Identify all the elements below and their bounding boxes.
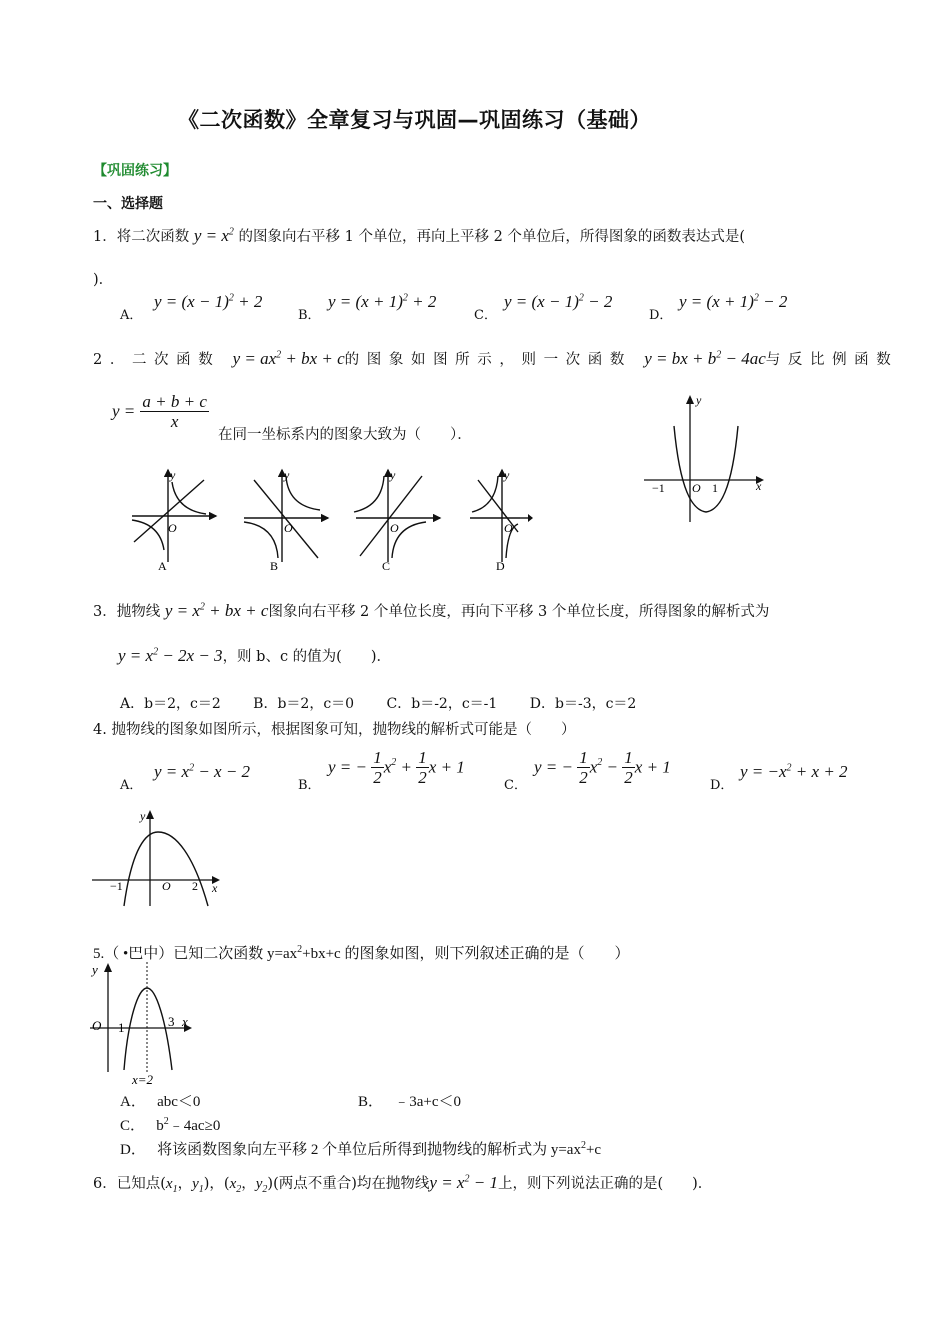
q1-tail: )． bbox=[93, 272, 114, 288]
graph-d-xarrow bbox=[520, 512, 534, 524]
q5-option-b: B． ﹣3a+c＜0 bbox=[358, 1094, 462, 1110]
svg-text:O: O bbox=[92, 1018, 102, 1033]
svg-text:O: O bbox=[284, 521, 293, 535]
q2-line3: 在同一坐标系内的图象大致为（ ）． bbox=[218, 427, 472, 443]
section-tag: 【巩固练习】 bbox=[93, 163, 177, 179]
svg-text:y: y bbox=[140, 809, 146, 823]
q2-parabola-graph bbox=[640, 390, 770, 525]
svg-text:1: 1 bbox=[712, 481, 718, 495]
q5-line1: 5.（ •巴中）已知二次函数 $y=ax^2+bx+c$ 的图象如图，则下列叙述正确的是（ ） bbox=[93, 944, 630, 962]
graph-c-label: C bbox=[382, 559, 391, 573]
graph-b bbox=[244, 468, 328, 573]
svg-text:−1: −1 bbox=[110, 879, 123, 893]
svg-text:x=2: x=2 bbox=[132, 1072, 154, 1087]
q4-parabola-graph bbox=[90, 808, 230, 910]
q2-fraction: y = $\frac{a + b + c}{x}$ bbox=[112, 392, 207, 431]
svg-text:3: 3 bbox=[168, 1014, 175, 1029]
svg-text:O: O bbox=[390, 521, 399, 535]
q4-options: A． $y = x^2 - x - 2$ B． y = − $\frac{1}{2}$ $x^2$ + $\frac{1}{2}$ x + 1 C． y = − $\frac{1}{2}$ $x^2$ − $\frac{1}{2}$ x + 1 D． $y = -x^2 + x + 2$ bbox=[120, 748, 848, 793]
page-title: 《二次函数》全章复习与巩固—巩固练习（基础） bbox=[178, 108, 651, 132]
graph-b-label: B bbox=[270, 559, 279, 573]
graph-c bbox=[354, 468, 440, 573]
svg-text:x: x bbox=[182, 1014, 188, 1029]
graph-a bbox=[132, 468, 216, 573]
svg-text:O: O bbox=[504, 521, 513, 535]
q5-parabola-graph bbox=[88, 960, 200, 1088]
q2-option-graphs bbox=[120, 462, 520, 578]
svg-text:−1: −1 bbox=[652, 481, 665, 495]
q3-line1: 3．抛物线 $y = x^2$ + bx + c图象向右平移 2 个单位长度，再向下平移 3 个单位长度，所得图象的解析式为 bbox=[93, 601, 770, 620]
graph-a-label: A bbox=[158, 559, 167, 573]
q2-line1: 2．二次函数 $y = ax^2$ + bx + c的图象如图所示，则一次函数 y = bx + $b^2 - 4ac$与反比例函数 bbox=[93, 349, 899, 368]
graph-a-y: y bbox=[170, 468, 176, 482]
svg-text:x: x bbox=[212, 881, 218, 895]
svg-text:O: O bbox=[162, 879, 171, 893]
svg-text:y: y bbox=[284, 468, 290, 482]
svg-text:y: y bbox=[390, 468, 396, 482]
svg-text:y: y bbox=[504, 468, 510, 482]
section-heading: 一、选择题 bbox=[93, 196, 163, 212]
q1-line1: 1．将二次函数 $y = x^2$ 的图象向右平移 1 个单位，再向上平移 2 个单位后，所得图象的函数表达式是( bbox=[93, 226, 746, 245]
svg-text:O: O bbox=[692, 481, 701, 495]
svg-text:O: O bbox=[168, 521, 177, 535]
graph-d bbox=[470, 468, 520, 573]
q4-line1: 4. 抛物线的图象如图所示，根据图象可知，抛物线的解析式可能是（ ） bbox=[93, 722, 576, 738]
q1-func: $y = x^2$ bbox=[193, 226, 234, 245]
svg-text:1: 1 bbox=[118, 1020, 125, 1035]
q5-option-d: D． 将该函数图象向左平移 2 个单位后所得到抛物线的解析式为 $y=ax^2+c$ bbox=[120, 1140, 602, 1158]
graph-d-label: D bbox=[496, 559, 505, 573]
svg-text:x: x bbox=[756, 479, 762, 493]
svg-text:y: y bbox=[92, 962, 98, 977]
q6-line1: 6．已知点($x_1$，$y_1$)，($x_2$，$y_2$)(两点不重合)均在抛物线$y = x^2 - 1$上，则下列说法正确的是( )． bbox=[93, 1173, 713, 1195]
q5-option-c: C． $b^2﹣4ac\ge 0$ bbox=[120, 1116, 221, 1134]
q3-options: A．b＝2，c＝2 B．b＝2，c＝0 C．b＝-2，c＝-1 D．b＝-3，c＝2 bbox=[120, 696, 637, 712]
q3-line2: $y = x^2 - 2x - 3$，则 b、c 的值为( )． bbox=[118, 646, 391, 665]
svg-text:y: y bbox=[696, 393, 702, 407]
q5-option-a: A． abc＜0 bbox=[120, 1094, 201, 1110]
svg-text:2: 2 bbox=[192, 879, 198, 893]
